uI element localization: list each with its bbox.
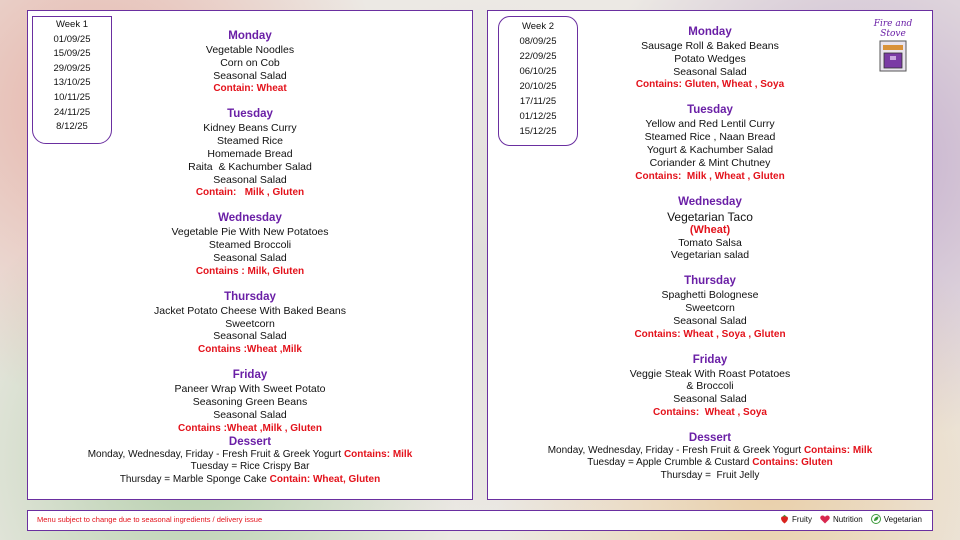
day-name: Monday (688, 26, 732, 38)
menu-item: Steamed Broccoli (208, 239, 292, 252)
week2-friday (488, 353, 932, 419)
week2-date: 17/11/25 (519, 96, 557, 107)
allergen-note: (Wheat) (689, 223, 731, 236)
menu-item: Vegetable Pie With New Potatoes (171, 226, 329, 239)
week2-date: 22/09/25 (519, 51, 557, 62)
menu-item: Seasonal Salad (673, 65, 747, 78)
day-name: Friday (692, 353, 728, 366)
week1-friday (28, 368, 472, 434)
week1-thursday (28, 290, 472, 356)
week1-date: 10/11/25 (53, 91, 91, 103)
week1-wednesday (28, 211, 472, 277)
week2-menu (488, 25, 932, 482)
menu-item: Seasonal Salad (213, 251, 287, 264)
logo-text: Fire and Stove (873, 19, 913, 39)
menu-item: Vegetable Noodles (205, 44, 295, 56)
week2-thursday (488, 274, 932, 340)
week2-date: 08/09/25 (519, 36, 557, 47)
week1-date: 29/09/25 (53, 62, 91, 74)
allergen-note: Contains: Gluten, Wheat , Soya (635, 79, 785, 91)
menu-item: Kidney Beans Curry (203, 122, 297, 135)
allergen-note: Contain: Milk , Gluten (195, 187, 305, 199)
week1-dessert (28, 435, 472, 487)
week1-menu (28, 29, 472, 486)
strawberry-icon (780, 514, 789, 524)
legend-vegetarian (871, 514, 922, 524)
day-name: Thursday (224, 290, 276, 303)
legend-nutrition (820, 515, 863, 524)
menu-item: Spaghetti Bolognese (661, 289, 759, 302)
menu-item: Paneer Wrap With Sweet Potato (174, 383, 326, 396)
dessert-line (28, 461, 472, 474)
week2-title: Week 2 (521, 21, 555, 32)
menu-item: Seasonal Salad (213, 330, 287, 343)
menu-item: Raita & Kachumber Salad (188, 160, 312, 173)
week2-wednesday (488, 195, 932, 263)
allergen-note: Contains: Wheat , Soya (653, 406, 767, 418)
menu-item: Potato Wedges (674, 52, 746, 65)
dessert-text: Monday, Wednesday, Friday - Fresh Fruit & Greek Yogurt (87, 448, 344, 460)
allergen-note: Contains : Milk, Gluten (195, 265, 305, 277)
menu-item: Vegetarian salad (670, 249, 750, 262)
dessert-line (488, 457, 932, 470)
week2-dessert (488, 431, 932, 483)
day-name: Tuesday (687, 104, 733, 117)
day-name: Wednesday (678, 195, 742, 208)
dessert-text: Tuesday = Rice Crispy Bar (190, 461, 310, 473)
day-name: Monday (228, 30, 272, 42)
menu-item: Seasoning Green Beans (192, 395, 308, 408)
menu-item: Seasonal Salad (213, 408, 287, 421)
week1-monday (28, 29, 472, 95)
menu-item: Yellow and Red Lentil Curry (645, 118, 775, 131)
footer-bar (27, 510, 933, 531)
week1-title: Week 1 (55, 19, 89, 30)
menu-item: Sweetcorn (225, 317, 275, 330)
allergen-note: Contains: Milk , Wheat , Gluten (635, 170, 785, 182)
menu-item: Seasonal Salad (673, 314, 747, 327)
menu-item: Veggie Steak With Roast Potatoes (629, 367, 791, 380)
menu-item: Jacket Potato Cheese With Baked Beans (153, 304, 347, 317)
menu-item: Sweetcorn (685, 301, 735, 314)
menu-item: Corn on Cob (220, 56, 280, 69)
week2-tuesday (488, 103, 932, 182)
day-name: Tuesday (227, 108, 273, 121)
disclaimer-note: Menu subject to change due to seasonal ingredients / delivery issue (37, 515, 263, 524)
day-name: Wednesday (218, 212, 282, 225)
menu-item: Coriander & Mint Chutney (649, 156, 771, 169)
heart-icon (820, 515, 830, 524)
allergen-note: Contains :Wheat ,Milk , Gluten (178, 422, 322, 434)
dessert-line (488, 470, 932, 483)
menu-item: Seasonal Salad (213, 173, 287, 186)
week2-monday (488, 25, 932, 91)
week1-date: 15/09/25 (53, 48, 91, 60)
week2-date: 15/12/25 (519, 126, 557, 137)
week1-date: 24/11/25 (53, 106, 91, 118)
allergen-note: Contain: Wheat (213, 83, 287, 95)
menu-item: Steamed Rice (217, 135, 283, 148)
leaf-icon (871, 514, 881, 524)
dessert-line (28, 474, 472, 487)
dessert-allergen: Contains: Gluten (752, 457, 833, 469)
menu-item: Homemade Bread (207, 147, 293, 160)
allergen-note: Contains :Wheat ,Milk (198, 344, 302, 356)
week2-panel (487, 10, 933, 500)
legend-label: Nutrition (832, 514, 863, 524)
week1-date: 8/12/25 (56, 121, 88, 133)
menu-item: & Broccoli (686, 380, 734, 393)
menu-item: Vegetarian Taco (667, 209, 753, 224)
menu-item: Yogurt & Kachumber Salad (646, 143, 774, 156)
dessert-title: Dessert (228, 435, 272, 448)
dessert-allergen: Contain: Wheat, Gluten (269, 473, 381, 485)
week1-date: 13/10/25 (53, 77, 91, 89)
day-name: Thursday (684, 275, 736, 288)
week2-date: 06/10/25 (519, 66, 557, 77)
menu-item: Seasonal Salad (213, 69, 287, 82)
dessert-text: Thursday = Marble Sponge Cake (119, 473, 270, 485)
legend-label: Fruity (791, 514, 812, 524)
menu-item: Steamed Rice , Naan Bread (644, 131, 776, 144)
dessert-allergen: Contains: Milk (343, 448, 413, 460)
menu-item: Seasonal Salad (673, 393, 747, 406)
legend-fruity (780, 514, 812, 524)
week1-date: 01/09/25 (53, 33, 91, 45)
week2-date: 20/10/25 (519, 81, 557, 92)
dessert-text: Thursday = Fruit Jelly (660, 469, 760, 481)
dessert-title: Dessert (688, 431, 732, 444)
dessert-line (28, 449, 472, 462)
dessert-text: Monday, Wednesday, Friday - Fresh Fruit & Greek Yogurt (547, 444, 804, 456)
week2-date: 01/12/25 (519, 111, 557, 122)
dessert-allergen: Contains: Milk (803, 444, 873, 456)
week1-panel (27, 10, 473, 500)
allergen-note: Contains: Wheat , Soya , Gluten (634, 328, 786, 340)
legend-label: Vegetarian (883, 514, 922, 524)
menu-item: Sausage Roll & Baked Beans (641, 40, 779, 52)
dessert-text: Tuesday = Apple Crumble & Custard (587, 457, 753, 469)
dessert-line (488, 445, 932, 458)
legend (780, 514, 922, 524)
menu-item: Tomato Salsa (678, 236, 742, 249)
day-name: Friday (232, 369, 268, 382)
week1-tuesday (28, 107, 472, 199)
